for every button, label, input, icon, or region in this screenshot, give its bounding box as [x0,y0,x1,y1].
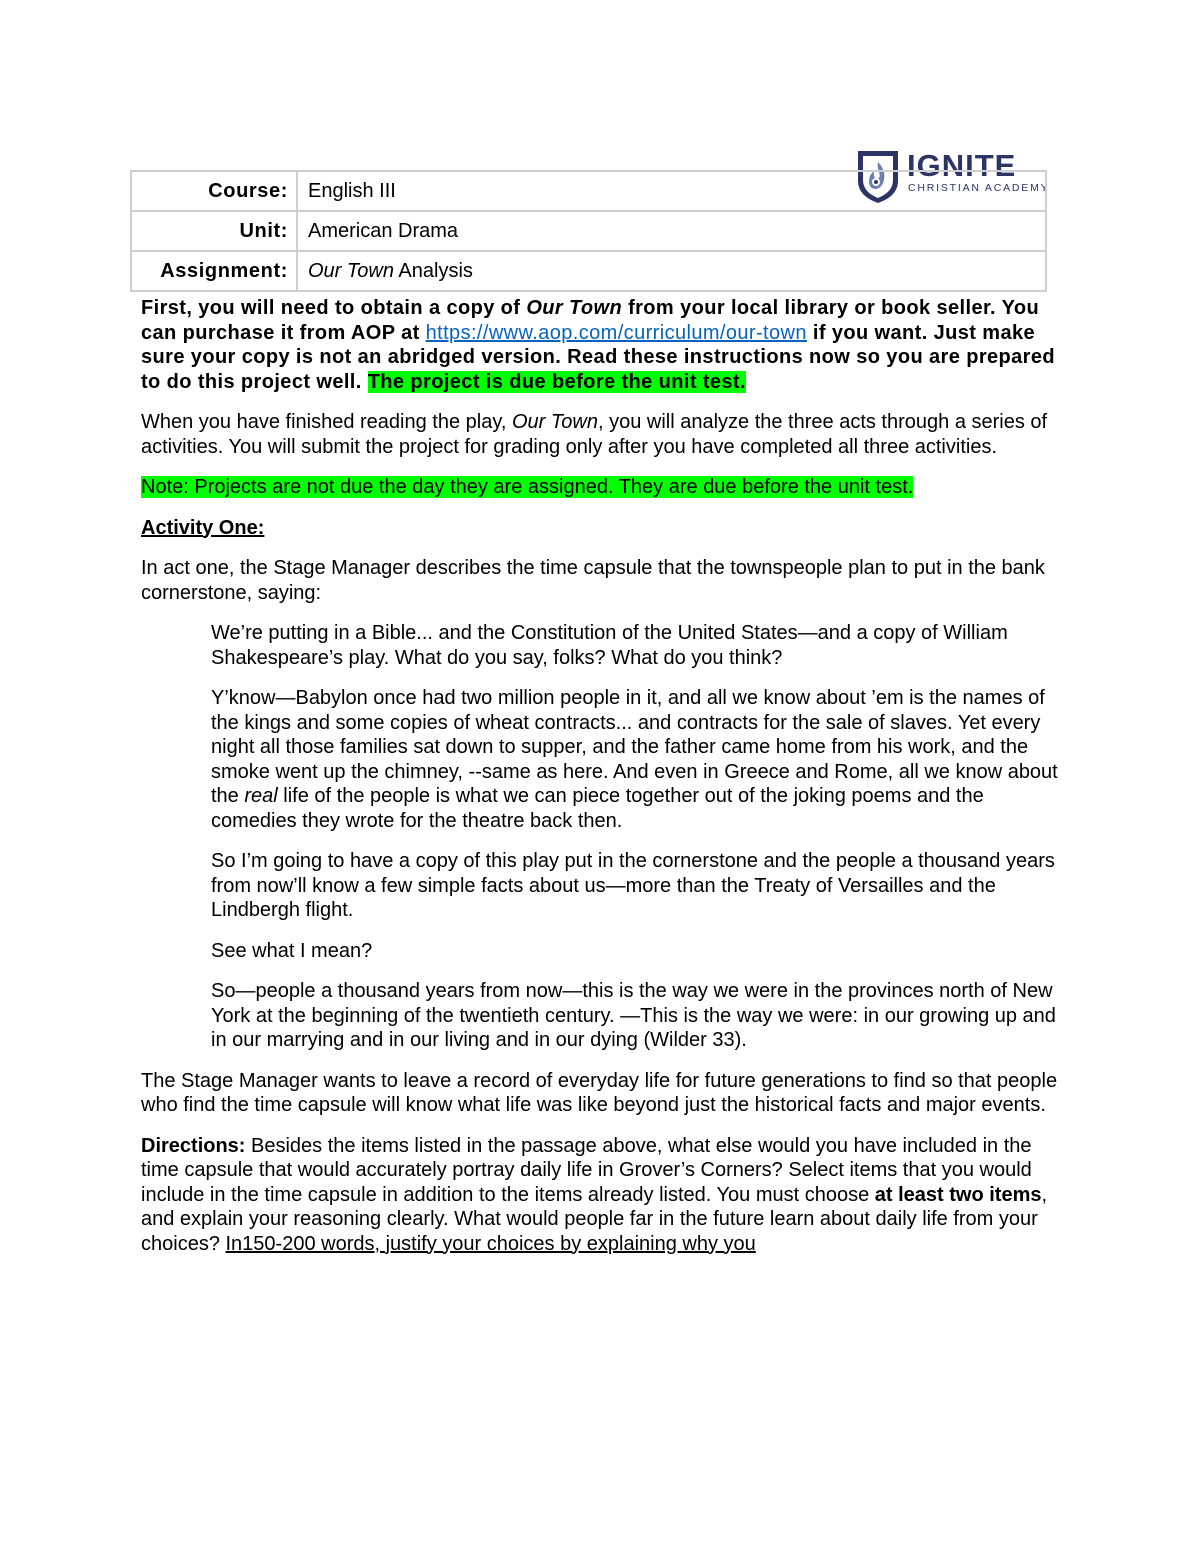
assignment-rest: Analysis [393,259,473,282]
overview-title: Our Town [511,411,598,433]
unit-label: Unit: [131,211,297,251]
quote-paragraph-3: So I’m going to have a copy of this play put in the cornerstone and the people a thousand years from now’ll know a few simple facts about us—more than the Treaty of Versailles and the Lindbergh flight. [211,850,1055,921]
assignment-label: Assignment: [131,251,297,291]
note-paragraph [141,475,1066,500]
quote-paragraph-5: So—people a thousand years from now—this is the way we were in the provinces north of New York at the beginning of the twentieth century. —This is the way we were: in our growing up and in our marrying and in our living and in our dying (Wilder 33). [211,980,1056,1051]
due-highlight: The project is due before the unit test. [367,370,746,393]
directions-text-2: , and explain your reasoning clearly. What would people far in the future learn about daily life from your choices? [141,1183,1048,1255]
quote-2-text-a: Y’know—Babylon once had two million people in it, and all we know about ’em is the names of the kings and some copies of wheat contracts... and contracts for the sale of slaves. Yet every night all those families sat down to supper, and the father came home from his work, and the smoke went up the chimney, --same as here. And even in Greece and Rome, all we know about the [211,687,1058,807]
course-info-table [130,170,1050,292]
assignment-body [141,296,1066,1256]
activity-heading [141,516,1066,541]
stage-manager-paragraph: The Stage Manager wants to leave a record of everyday life for future generations to find so that people who find the time capsule will know what life was like beyond just the historical facts and major events. [141,1069,1058,1116]
quote-paragraph-2 [211,686,1066,833]
intro-title: Our Town [526,297,623,319]
logo-name: IGNITE [907,148,1017,183]
quote-paragraph-4: See what I mean? [211,939,373,962]
directions-label: Directions: [141,1134,246,1157]
activity-heading-text: Activity One: [141,516,265,539]
assignment-row [131,251,1046,291]
quote-2-text-b: life of the people is what we can piece together out of the joking poems and the comedies they wrote for the theatre back then. [211,785,984,832]
intro-paragraph [141,296,1066,394]
assignment-value [297,251,1046,291]
logo-tagline: CHRISTIAN ACADEMY [908,182,1050,194]
note-highlight: Note: Projects are not due the day they are assigned. They are due before the unit test. [141,476,914,498]
quote-paragraph-1: We’re putting in a Bible... and the Constitution of the United States—and a copy of William Shakespeare’s play. What do you say, folks? What do you think? [211,622,1008,669]
block-quote [141,621,1066,1053]
overview-text-2: , you will analyze the three acts through a series of activities. You will submit the project for grading only after you have completed all three activities. [141,411,1048,458]
unit-value: American Drama [297,211,1046,251]
course-value: English III [297,171,1046,211]
directions-bold: at least two items [874,1183,1042,1206]
intro-text-1: First, you will need to obtain a copy of [141,297,527,319]
act-intro-paragraph: In act one, the Stage Manager describes the time capsule that the townspeople plan to put in the bank cornerstone, saying: [141,557,1045,604]
overview-text-1: When you have finished reading the play, [141,411,512,433]
directions-text-1: Besides the items listed in the passage above, what else would you have included in the time capsule that would accurately portray daily life in Grover’s Corners? Select items that you would include in the time capsule in addition to the items already listed. You must choose [141,1134,1032,1206]
directions-underlined: In150-200 words, justify your choices by explaining why you [225,1232,756,1255]
assignment-title: Our Town [308,259,394,282]
course-row [131,171,1046,211]
overview-paragraph [141,410,1066,459]
directions-paragraph [141,1134,1066,1257]
unit-row [131,211,1046,251]
quote-2-emphasis: real [244,785,278,807]
course-label: Course: [131,171,297,211]
intro-text-3: if you want. Just make sure your copy is not an abridged version. Read these instructions now so you are prepared to do this project well. [141,321,1055,393]
aop-link[interactable]: https://www.aop.com/curriculum/our-town [425,321,807,344]
intro-text-2: from your local library or book seller. You can purchase it from AOP at [141,297,1040,344]
